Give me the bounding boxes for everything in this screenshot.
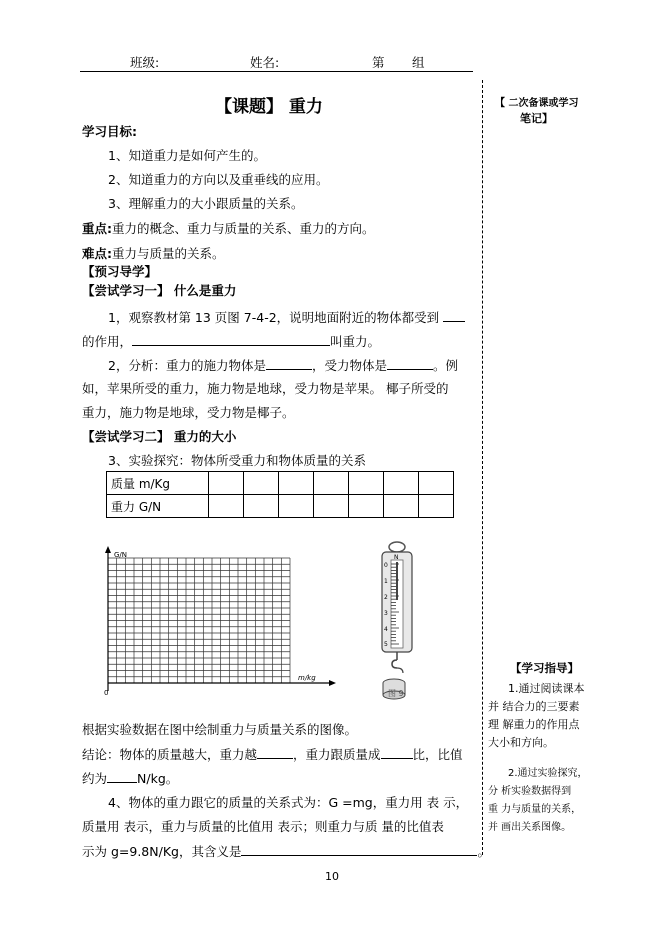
table-cell[interactable] xyxy=(349,472,384,495)
guide-line: 大小和方向。 xyxy=(488,736,554,749)
table-row xyxy=(107,495,454,518)
q2-text-a: 2，分析：重力的施力物体是 xyxy=(108,358,266,373)
table-cell[interactable] xyxy=(244,472,279,495)
table-cell[interactable] xyxy=(209,495,244,518)
scale-number-1: 1 xyxy=(384,578,388,585)
graph-grid[interactable] xyxy=(100,546,340,698)
key-points xyxy=(82,221,375,237)
conclusion-line1 xyxy=(82,746,463,763)
table-cell[interactable] xyxy=(419,472,454,495)
blank-c3[interactable] xyxy=(107,770,137,783)
name-label: 姓名: xyxy=(250,55,280,70)
q2-line2: 如，苹果所受的重力，施力物是地球，受力物是苹果。 椰子所受的 xyxy=(82,381,449,396)
q3-text: 3、实验探究：物体所受重力和物体质量的关系 xyxy=(108,453,366,468)
difficulties-label: 难点: xyxy=(82,246,112,261)
column-divider xyxy=(482,80,483,855)
q1-text-2b: 叫重力。 xyxy=(330,334,381,349)
q1-text: 1，观察教材第 13 页图 7-4-2，说明地面附近的物体都受到 xyxy=(108,310,440,325)
blank-q4[interactable] xyxy=(241,843,477,856)
objective-item: 3、理解重力的大小跟质量的关系。 xyxy=(108,196,304,211)
key-points-label: 重点: xyxy=(82,221,112,236)
figure-caption: 图 9 xyxy=(388,689,404,698)
notes-heading-1: 【 二次备课或学习 xyxy=(495,98,579,109)
scale-number-0: 0 xyxy=(384,562,388,569)
q1-text-2a: 的作用， xyxy=(82,334,133,349)
q2-text-b: ，受力物体是 xyxy=(311,358,387,373)
group-zu: 组 xyxy=(412,55,425,70)
table-cell[interactable] xyxy=(209,472,244,495)
guide-item-2 xyxy=(488,765,588,837)
draw-instruction: 根据实验数据在图中绘制重力与质量关系的图像。 xyxy=(82,722,358,737)
conclusion-text-a: 结论：物体的质量越大，重力越 xyxy=(82,747,258,762)
table-cell[interactable] xyxy=(384,472,419,495)
guide-item-1 xyxy=(488,680,585,752)
table-cell[interactable] xyxy=(349,495,384,518)
header-rule xyxy=(80,71,473,72)
table-cell[interactable] xyxy=(384,495,419,518)
guide-line: 并 结合力的三要素 xyxy=(488,700,580,713)
page-number: 10 xyxy=(325,870,339,883)
table-cell[interactable] xyxy=(279,495,314,518)
table-cell[interactable] xyxy=(314,495,349,518)
weight-hook xyxy=(397,668,403,673)
table-row-label: 质量 m/Kg xyxy=(107,472,209,495)
page-title: 【课题】 重力 xyxy=(215,97,323,117)
table-cell[interactable] xyxy=(419,495,454,518)
group-di: 第 xyxy=(372,55,385,70)
objective-item: 2、知道重力的方向以及重垂线的应用。 xyxy=(108,172,329,187)
y-axis-arrow xyxy=(105,546,111,553)
scale-number-3: 3 xyxy=(384,610,388,617)
scale-hook xyxy=(392,660,397,668)
section2-heading: 【尝试学习二】 重力的大小 xyxy=(82,429,237,444)
q1-line1 xyxy=(108,309,465,326)
q4-text-3a: 示为 g=9.8N/Kg，其含义是 xyxy=(82,844,242,859)
guide-line: 重 力与质量的关系， xyxy=(488,804,582,815)
blank-q2a[interactable] xyxy=(266,357,312,370)
blank-q2b[interactable] xyxy=(387,357,433,370)
blank-c1[interactable] xyxy=(257,746,293,759)
notes-heading-2: 笔记】 xyxy=(520,112,553,125)
blank-q1b[interactable] xyxy=(132,333,330,346)
table-row xyxy=(107,472,454,495)
conclusion-line2 xyxy=(82,770,178,787)
table-row-label: 重力 G/N xyxy=(107,495,209,518)
conclusion-text-c: 比，比值 xyxy=(412,747,463,762)
q2-line1 xyxy=(108,357,458,374)
conclusion-text-b: ，重力跟质量成 xyxy=(293,747,381,762)
graph-y-label: G/N xyxy=(114,551,128,559)
conclusion-text-e: N/kg。 xyxy=(137,771,179,786)
scale-number-4: 4 xyxy=(384,626,388,633)
q4-line2: 质量用 表示，重力与质量的比值用 表示；则重力与质 量的比值表 xyxy=(82,819,444,834)
blank-c2[interactable] xyxy=(381,746,413,759)
scale-number-2: 2 xyxy=(384,594,388,601)
data-table xyxy=(106,471,454,518)
spring-scale-figure xyxy=(372,540,422,700)
preview-heading: 【预习导学】 xyxy=(82,264,158,279)
guide-line: 分 析实验数据得到 xyxy=(488,786,572,797)
blank-q1a[interactable] xyxy=(443,309,465,322)
guide-heading: 【学习指导】 xyxy=(510,661,579,675)
section1-heading: 【尝试学习一】 什么是重力 xyxy=(82,283,237,298)
q2-text-c: 。例 xyxy=(432,358,458,373)
table-cell[interactable] xyxy=(244,495,279,518)
objectives-heading: 学习目标: xyxy=(82,124,137,139)
guide-line: 2.通过实验探究， xyxy=(508,768,588,779)
table-cell[interactable] xyxy=(279,472,314,495)
q4-line3 xyxy=(82,843,490,860)
conclusion-text-d: 约为 xyxy=(82,771,108,786)
x-axis-arrow xyxy=(329,680,336,686)
q2-line3: 重力，施力物是地球，受力物是椰子。 xyxy=(82,405,295,420)
objective-item: 1、知道重力是如何产生的。 xyxy=(108,148,266,163)
scale-number-5: 5 xyxy=(384,641,388,648)
class-label: 班级: xyxy=(130,55,160,70)
guide-line: 理 解重力的作用点 xyxy=(488,718,580,731)
q4-text-3b: 。 xyxy=(477,844,490,859)
graph-origin: 0 xyxy=(104,689,109,697)
scale-unit: N xyxy=(394,554,399,561)
key-points-text: 重力的概念、重力与质量的关系、重力的方向。 xyxy=(112,221,375,236)
graph-x-label: m/kg xyxy=(298,674,316,682)
guide-line: 并 画出关系图像。 xyxy=(488,822,572,833)
table-cell[interactable] xyxy=(314,472,349,495)
difficulties xyxy=(82,246,225,262)
difficulties-text: 重力与质量的关系。 xyxy=(112,246,225,261)
q1-line2 xyxy=(82,333,380,350)
guide-line: 1.通过阅读课本 xyxy=(508,682,585,695)
q4-line1: 4、物体的重力跟它的质量的关系式为：G =mg，重力用 表 示， xyxy=(108,795,469,810)
scale-ring xyxy=(389,542,405,552)
